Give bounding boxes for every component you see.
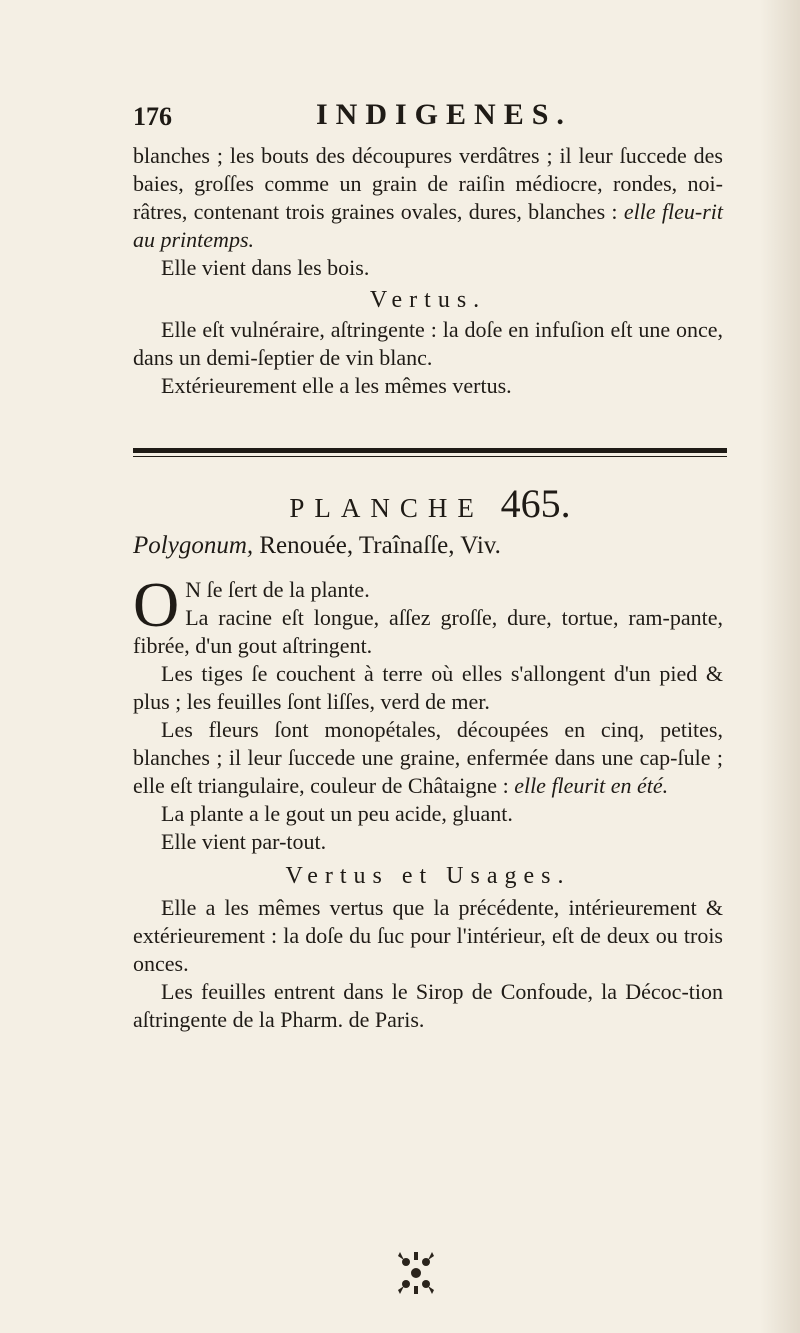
uses-paragraph: Elle a les mêmes vertus que la précédente, intérieurement & extérieurement : la doſe du ſuc pour l'intérieur, eſt de deux ou trois onces. [133,895,723,976]
exterior-paragraph: Extérieurement elle a les mêmes vertus. [161,373,512,398]
vertus-usages-heading: Vertus et Usages. [285,863,571,889]
page-edge-shadow [760,0,800,1333]
habitat-paragraph-2: Elle vient par-tout. [161,829,327,854]
flowering-note: elle fleu-rit au printemps. [133,199,724,252]
section-divider [133,448,727,457]
main-body [133,569,723,1034]
divider-thick-line [133,448,727,453]
drop-cap: O [133,569,180,640]
floral-ornament-icon [394,1250,438,1296]
opening-paragraph: O N ſe ſert de la plante. [133,569,370,640]
planche-heading [133,480,727,527]
plant-names [133,532,727,560]
flowers-paragraph: Les fleurs ſont monopétales, découpées en cinq, petites, blanches ; il leur ſuccede une graine, enfermée dans une cap-ſule ; elle eſt triangulaire, couleur de Châtaigne : elle fleurit en été. [133,717,723,798]
pharmacy-paragraph: Les feuilles entrent dans le Sirop de Confoude, la Décoc-tion aſtringente de la Pharm. de Paris. [133,979,723,1032]
running-title: INDIGENES. [316,98,572,131]
top-section [133,142,723,400]
planche-label: PLANCHE [289,493,484,523]
stems-paragraph: Les tiges ſe couchent à terre où elles s'allongent d'un pied & plus ; les feuilles ſont liſſes, verd de mer. [133,661,723,714]
running-header [133,98,733,138]
vertus-paragraph: Elle eſt vulnéraire, aſtringente : la doſe en infuſion eſt une once, dans un demi-ſeptier de vin blanc. [133,317,723,370]
page-number: 176 [133,102,172,131]
root-paragraph: La racine eſt longue, aſſez groſſe, dure, tortue, ram-pante, fibrée, d'un gout aſtringent. [133,605,723,658]
planche-number: 465. [500,481,571,526]
flowering-season: elle fleurit en été. [514,773,669,798]
latin-name: Polygonum, [133,532,254,559]
taste-paragraph: La plante a le gout un peu acide, gluant. [161,801,513,826]
vertus-heading: Vertus. [369,287,487,313]
divider-thin-line [133,456,727,457]
paragraph-continued: blanches ; les bouts des découpures verdâtres ; il leur ſuccede des baies, groſſes comme un grain de raiſin médiocre, rondes, noi-râtres, contenant trois graines ovales, dures, blanches : elle fleu-rit au printemps. [133,143,724,252]
habitat-paragraph: Elle vient dans les bois. [161,255,370,280]
common-names: Renouée, Traînaſſe, Viv. [259,532,501,559]
